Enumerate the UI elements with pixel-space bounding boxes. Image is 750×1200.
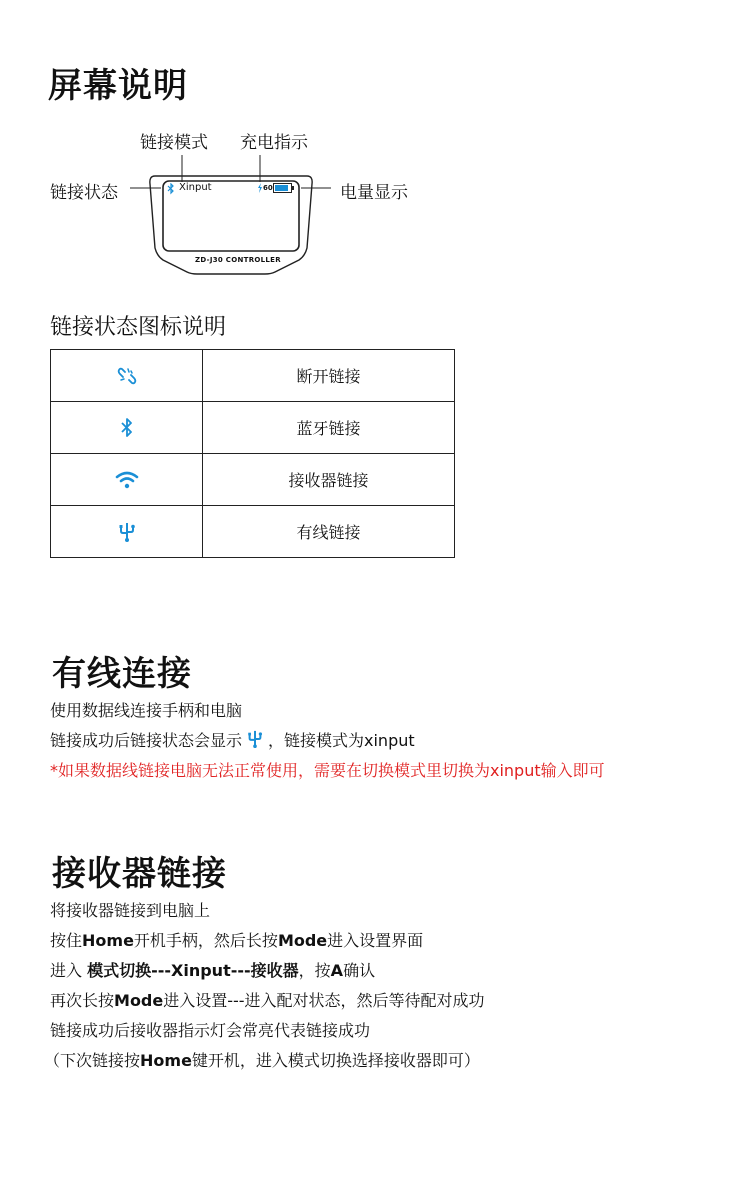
home-key: Home — [82, 931, 134, 950]
broken-link-icon — [117, 366, 137, 386]
receiver-section-title: 接收器链接 — [52, 854, 227, 894]
link-status-label: 链接状态 — [50, 183, 118, 203]
wired-line-2 — [50, 726, 415, 756]
wifi-icon — [115, 470, 139, 490]
wired-line-1: 使用数据线连接手柄和电脑 — [50, 701, 243, 720]
receiver-line-3: 进入 模式切换---Xinput---接收器，按A确认 — [50, 961, 376, 980]
legend-label-disconnected: 断开链接 — [203, 350, 455, 402]
legend-table — [50, 349, 455, 558]
a-key: A — [330, 961, 344, 980]
screen-battery-icon — [273, 183, 295, 193]
battery-display-label: 电量显示 — [340, 183, 408, 203]
screen-bluetooth-icon — [167, 183, 175, 195]
usb-icon — [117, 521, 137, 543]
screen-model-name: ZD-J30 CONTROLLER — [195, 256, 281, 264]
receiver-line-5: 链接成功后接收器指示灯会常亮代表链接成功 — [50, 1021, 371, 1040]
usb-icon — [246, 729, 264, 749]
wired-warning: *如果数据线链接电脑无法正常使用，需要在切换模式里切换为xinput输入即可 — [50, 761, 605, 780]
legend-row — [51, 506, 455, 558]
receiver-line-6: （下次链接按Home键开机，进入模式切换选择接收器即可） — [44, 1051, 480, 1070]
legend-row — [51, 350, 455, 402]
mode-switch-path: 模式切换---Xinput---接收器 — [87, 961, 299, 980]
legend-label-wired: 有线链接 — [203, 506, 455, 558]
receiver-line-1: 将接收器链接到电脑上 — [50, 901, 211, 920]
receiver-line-4: 再次长按Mode进入设置---进入配对状态，然后等待配对成功 — [50, 991, 485, 1010]
bluetooth-icon — [120, 416, 134, 440]
link-mode-label: 链接模式 — [140, 133, 208, 153]
screen-mode-text: Xinput — [179, 182, 212, 193]
receiver-line-2: 按住Home开机手柄，然后长按Mode进入设置界面 — [50, 931, 424, 950]
home-key: Home — [140, 1051, 192, 1070]
mode-key: Mode — [114, 991, 164, 1010]
wired-line-2-post: ，链接模式为xinput — [268, 731, 415, 750]
charge-indicator-label: 充电指示 — [240, 133, 308, 153]
legend-row — [51, 454, 455, 506]
legend-row — [51, 402, 455, 454]
mode-key: Mode — [277, 931, 328, 950]
screen-battery-level: 60 — [263, 184, 273, 192]
wired-section-title: 有线连接 — [52, 654, 192, 694]
wired-line-2-pre: 链接成功后链接状态会显示 — [50, 731, 243, 750]
legend-title: 链接状态图标说明 — [50, 315, 227, 340]
legend-label-receiver: 接收器链接 — [203, 454, 455, 506]
screen-section-title: 屏幕说明 — [48, 66, 188, 106]
legend-label-bluetooth: 蓝牙链接 — [203, 402, 455, 454]
